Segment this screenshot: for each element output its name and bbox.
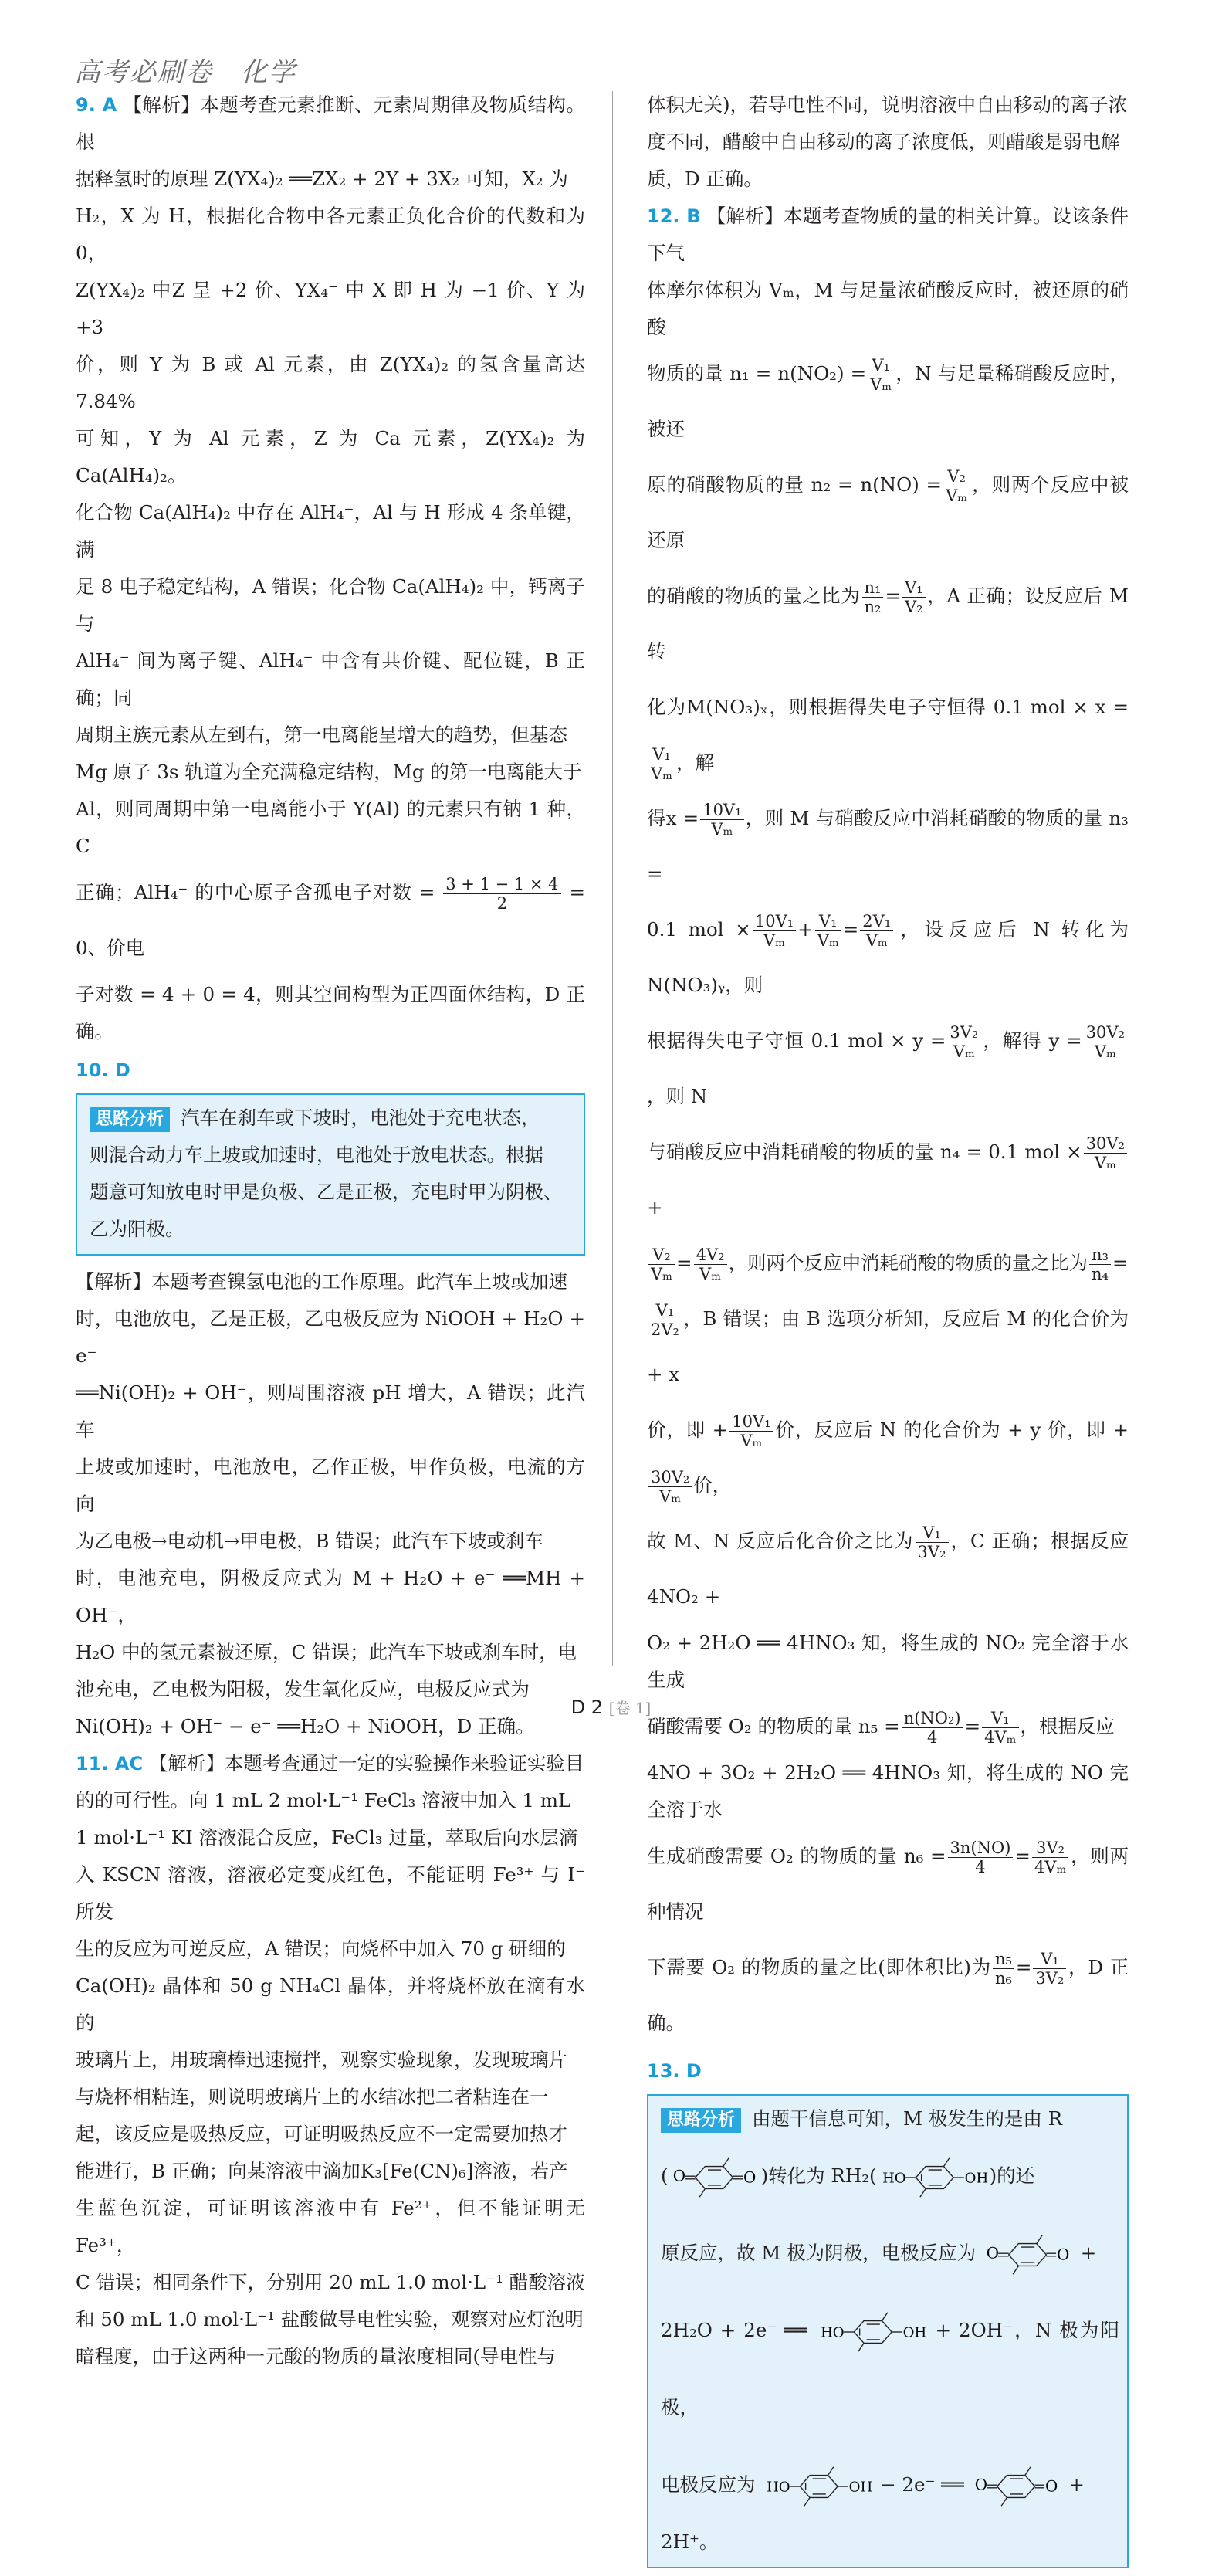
fraction: $\frac{\text{V₂}}{\text{Vₘ}}$ [648,1246,675,1283]
question-11: 11. AC 【解析】本题考查通过一定的实验操作来验证实验目 的的可行性。向 1 mL 2 mol·L⁻¹ FeCl₃ 溶液中加入 1 mL 1 mol·L⁻¹ KI 溶液混合反应，FeCl₃ 过量，萃取后向水层滴 入 KSCN 溶液，溶液必定变成红色，不能证明 Fe³⁺ 与 I⁻ 所发 生的反应为可逆反应，A 错误；向烧杯中加入 70 g 研细的 Ca(OH)₂ 晶体和 50 g NH₄Cl 晶体，并将烧杯放在滴有水的 玻璃片上，用玻璃棒迅速搅拌，观察实验现象，发现玻璃片 与烧杯相粘连，则说明玻璃片上的水结冰把二者粘连在一 起，该反应是吸热反应，可证明吸热反应不一定需要加热才 能进行，B 正确；向某溶液中滴加K₃[Fe(CN)₆]溶液，若产 生蓝色沉淀，可证明该溶液中有 Fe²⁺，但不能证明无 Fe³⁺， C 错误；相同条件下，分别用 20 mL 1.0 mol·L⁻¹ 醋酸溶液 和 50 mL 1.0 mol·L⁻¹ 盐酸做导电性实验，观察对应灯泡明 暗程度，由于这两种一元酸的物质的量浓度相同(导电性与 [76,1752,585,2368]
hydroquinone-structure [877,2156,990,2199]
question-number: 12. B [647,205,701,227]
fraction: $\frac{\text{V₁}}{\text{4Vₘ}}$ [982,1709,1018,1747]
question-number: 11. AC [76,1753,144,1774]
question-number: 10. D [76,1059,130,1081]
question-10: 10. D 思路分析 汽车在刹车或下坡时，电池处于充电状态， 则混合动力车上坡或加速时，电池处于放电状态。根据 题意可知放电时甲是负极、乙是正极，充电时甲为阴极、 乙为阳极。 【解析】本题考查镍氢电池的工作原理。此汽车上坡或加速 时，电池放电，乙是正极，乙电极反应为 NiOOH + H₂O + e⁻ ══Ni(OH)₂ + OH⁻，则周围溶液 pH 增大，A 错误；此汽车 上坡或加速时，电池放电，乙作正极，甲作负极，电流的方向 为乙电极→电动机→甲电极，B 错误；此汽车下坡或刹车 时，电池充电，阴极反应式为 M + H₂O + e⁻ ══MH + OH⁻， H₂O 中的氢元素被还原，C 错误；此汽车下坡或刹车时，电 池充电，乙电极为阳极，发生氧化反应，电极反应式为 Ni(OH)₂ + OH⁻ − e⁻ ══H₂O + NiOOH，D 正确。 [76,1059,585,1737]
fraction: $\frac{\text{30V₂}}{\text{Vₘ}}$ [648,1468,692,1506]
page-footer [0,1696,1222,1718]
fraction: $\frac{\text{3V₂}}{\text{4Vₘ}}$ [1032,1839,1068,1876]
fraction: $\frac{\text{30V₂}}{\text{Vₘ}}$ [1084,1023,1127,1061]
fraction: $\frac{\text{V₁}}{\text{V₂}}$ [902,578,926,616]
left-column [76,86,585,2375]
fraction: $\frac{\text{n₁}}{\text{n₂}}$ [862,578,884,616]
box-tag: 思路分析 [661,2108,741,2133]
fraction: $\frac{\text{4V₂}}{\text{Vₘ}}$ [694,1246,727,1283]
question-12: 12. B 【解析】本题考查物质的量的相关计算。设该条件下气 体摩尔体积为 Vₘ，M 与足量浓硝酸反应时，被还原的硝酸 物质的量 n₁ = n(NO₂) = $\frac{\text{V₁}}{\text{Vₘ}}$ ，N 与足量稀硝酸反应时，被还 原的硝酸物质的量 n₂ = n(NO) = $\frac{\text{V₂}}{\text{Vₘ}}$ ，则两个反应中被还原 的硝酸的物质的量之比为 $\frac{\text{n₁}}{\text{n₂}}$ = $\frac{\text{V₁}}{\text{V₂}}$ ，A 正确；设反应后 M 转 化为M(NO₃)ₓ，则根据得失电子守恒得 0.1 mol × x = $\frac{\text{V₁}}{\text{Vₘ}}$ ，解 得x = $\frac{\text{10V₁}}{\text{Vₘ}}$ ，则 M 与硝酸反应中消耗硝酸的物质的量 n₃ = 0.1 mol × $\frac{\text{10V₁}}{\text{Vₘ}}$ + $\frac{\text{V₁}}{\text{Vₘ}}$ = $\frac{\text{2V₁}}{\text{Vₘ}}$ ，设反应后 N 转化为 N(NO₃)ᵧ，则 根据得失电子守恒 0.1 mol × y = $\frac{\text{3V₂}}{\text{Vₘ}}$ ，解得 y = $\frac{\text{30V₂}}{\text{Vₘ}}$ ，则 N 与硝酸反应中消耗硝酸的物质的量 n₄ = 0.1 mol × $\frac{\text{30V₂}}{\text{Vₘ}}$ + $\frac{\text{V₂}}{\text{Vₘ}}$ = $\frac{\text{4V₂}}{\text{Vₘ}}$ ，则两个反应中消耗硝酸的物质的量之比为 $\frac{\text{n₃}}{\text{n₄}}$ = $\frac{\text{V₁}}{\text{2V₂}}$ ，B 错误；由 B 选项分析知，反应后 M 的化合价为 + x 价，即 + $\frac{\text{10V₁}}{\text{Vₘ}}$ 价，反应后 N 的化合价为 + y 价，即 + $\frac{\text{30V₂}}{\text{Vₘ}}$ 价， 故 M、N 反应后化合价之比为 $\frac{\text{V₁}}{\text{3V₂}}$ ，C 正确；根据反应 4NO₂ + O₂ + 2H₂O ══ 4HNO₃ 知，将生成的 NO₂ 完全溶于水生成 硝酸需要 O₂ 的物质的量 n₅ = $\frac{\text{n(NO₂)}}{4}$ = $\frac{\text{V₁}}{\text{4Vₘ}}$ ，根据反应 4NO + 3O₂ + 2H₂O ══ 4HNO₃ 知，将生成的 NO 完全溶于水 生成硝酸需要 O₂ 的物质的量 n₆ = $\frac{3n(NO)}{4}$ = $\frac{\text{3V₂}}{\text{4Vₘ}}$ ，则两种情况 下需要 O₂ 的物质的量之比(即体积比)为 $\frac{\text{n₅}}{\text{n₆}}$ = $\frac{\text{V₁}}{\text{3V₂}}$ ，D 正确。 [647,205,1129,2034]
fraction: $\frac{\text{10V₁}}{\text{Vₘ}}$ [729,1412,773,1450]
question-9: 9. A 【解析】本题考查元素推断、元素周期律及物质结构。根 据释氢时的原理 Z(YX₄)₂ ══ZX₂ + 2Y + 3X₂ 可知，X₂ 为 H₂，X 为 H，根据化合物中各元素正负化合价的代数和为 0， Z(YX₄)₂ 中Z 呈 +2 价、YX₄⁻ 中 X 即 H 为 −1 价、Y 为 +3 价，则 Y 为 B 或 Al 元素，由 Z(YX₄)₂ 的氢含量高达 7.84% 可知，Y 为 Al 元素，Z 为 Ca 元素，Z(YX₄)₂ 为Ca(AlH₄)₂。 化合物 Ca(AlH₄)₂ 中存在 AlH₄⁻，Al 与 H 形成 4 条单键，满 足 8 电子稳定结构，A 错误；化合物 Ca(AlH₄)₂ 中，钙离子与 AlH₄⁻ 间为离子键、AlH₄⁻ 中含有共价键、配位键，B 正确；同 周期主族元素从左到右，第一电离能呈增大的趋势，但基态 Mg 原子 3s 轨道为全充满稳定结构，Mg 的第一电离能大于 Al，则同周期中第一电离能小于 Y(Al) 的元素只有钠 1 种，C 正确；AlH₄⁻ 的中心原子含孤电子对数 = $\frac{3 + 1 - 1 \times 4}{2}$ = 0、价电 子对数 = 4 + 0 = 4，则其空间构型为正四面体结构，D 正确。 [76,93,586,1042]
page-header-title: 高考必刷卷 化学 [74,57,296,88]
fraction: $\frac{\text{30V₂}}{\text{Vₘ}}$ [1084,1134,1127,1172]
fraction: $\frac{\text{2V₁}}{\text{Vₘ}}$ [860,912,893,950]
box-tag: 思路分析 [90,1107,170,1132]
thinking-analysis-box: 思路分析 由题干信息可知，M 极发生的是由 R ( )转化为 RH₂( )的还 原反应，故 M 极为阴极，电极反应为 + 2H₂O + 2e⁻ ══ + 2OH⁻，N 极为阳极， 电极反应为 − 2e⁻ ══ + 2H⁺。 [647,2094,1129,2568]
page-number: D 2 [570,1696,604,1718]
column-divider [612,91,613,1666]
fraction: $\frac{\text{V₂}}{\text{Vₘ}}$ [943,467,970,505]
fraction: $\frac{\text{V₁}}{\text{Vₘ}}$ [648,745,675,783]
fraction: $\frac{\text{3V₂}}{\text{Vₘ}}$ [947,1023,980,1061]
question-number: 9. A [76,94,117,116]
hydroquinone-structure [815,2310,928,2354]
fraction: $\frac{\text{n₃}}{\text{n₄}}$ [1089,1246,1111,1283]
right-column [647,86,1129,2576]
question-11-continued: 体积无关)，若导电性不同，说明溶液中自由移动的离子浓 度不同，醋酸中自由移动的离子浓度低，则醋酸是弱电解 质，D 正确。 [647,93,1128,190]
fraction: $\frac{\text{V₁}}{\text{3V₂}}$ [1033,1950,1066,1988]
fraction: $\frac{\text{V₁}}{\text{2V₂}}$ [648,1301,682,1339]
fraction: $\frac{\text{n(NO₂)}}{4}$ [902,1709,963,1747]
quinone-structure [669,2156,761,2199]
quinone-structure [970,2465,1063,2508]
question-number: 13. D [647,2060,702,2082]
fraction: $\frac{\text{V₁}}{\text{Vₘ}}$ [868,356,894,394]
fraction: $\frac{\text{10V₁}}{\text{Vₘ}}$ [700,801,743,839]
thinking-analysis-box: 思路分析 汽车在刹车或下坡时，电池处于充电状态， 则混合动力车上坡或加速时，电池处于放电状态。根据 题意可知放电时甲是负极、乙是正极，充电时甲为阴极、 乙为阳极。 [76,1093,585,1256]
fraction: $\frac{3n(NO)}{4}$ [948,1839,1014,1876]
fraction: $\frac{\text{n₅}}{\text{n₆}}$ [993,1950,1014,1988]
question-13 [647,2052,1129,2568]
volume-label: [卷 1] [608,1699,652,1717]
quinone-structure [982,2233,1075,2276]
fraction: $\frac{\text{10V₁}}{\text{Vₘ}}$ [753,912,796,950]
fraction: $\frac{3 + 1 - 1 \times 4}{2}$ [443,875,560,913]
fraction: $\frac{\text{V₁}}{\text{Vₘ}}$ [815,912,841,950]
fraction: $\frac{\text{V₁}}{\text{3V₂}}$ [916,1524,949,1561]
hydroquinone-structure [761,2465,874,2508]
